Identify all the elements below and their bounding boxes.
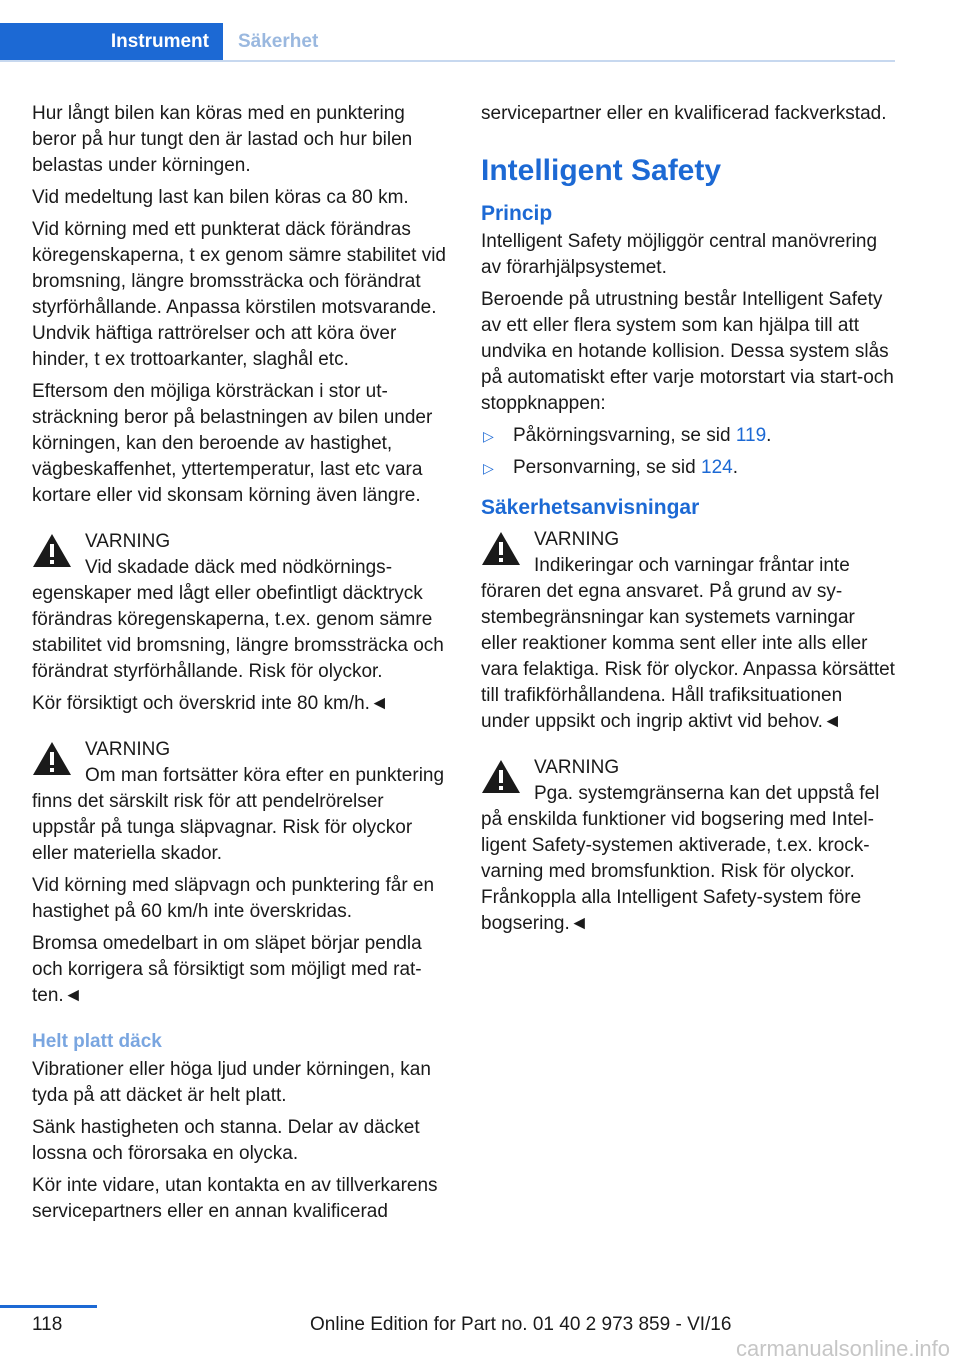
edition-text: Online Edition for Part no. 01 40 2 973 859 - VI/16	[310, 1314, 732, 1335]
warning-text: Vid skadade däck med nödkörningsegenskaper med lågt eller obefintligt däcktryck förändras köregenskaperna, t.ex. genom sämre stabilitet vid bromsning, längre bromssträcka och förändrat styrförhållande. Risk för olyckor.	[32, 557, 444, 682]
triangle-bullet-icon: ▷	[483, 460, 494, 476]
right-column	[481, 101, 896, 943]
paragraph: Vibrationer eller höga ljud under körningen, kan tyda på att däcket är helt platt.	[32, 1059, 431, 1106]
warning-triangle-icon	[32, 533, 72, 568]
bullet-list	[481, 423, 896, 481]
tab-sakerhet-label: Säkerhet	[238, 31, 319, 52]
warning-triangle-icon	[32, 741, 72, 776]
paragraph: Intelligent Safety möjliggör central manövrering av förarhjälpsystemet.	[481, 231, 878, 278]
warning-triangle-icon	[481, 759, 521, 794]
left-column	[32, 101, 450, 1231]
warning-block	[32, 529, 450, 685]
watermark: carmanualsonline.info	[735, 1336, 950, 1361]
page-title: Intelligent Safety	[481, 154, 722, 187]
section-heading: Princip	[481, 202, 553, 225]
section-heading: Helt platt däck	[32, 1031, 162, 1052]
warning-title: VARNING	[85, 739, 171, 760]
paragraph: Vid körning med släpvagn och punktering får en hastighet på 60 km/h inte överskridas.	[32, 875, 435, 922]
paragraph: Hur långt bilen kan köras med en punktering beror på hur tungt den är lastad och hur bilen belastas under körningen.	[32, 103, 413, 176]
page-link[interactable]: 119	[735, 425, 767, 446]
page-link[interactable]: 124	[701, 457, 733, 478]
paragraph: Kör försiktigt och överskrid inte 80 km/h.◄	[32, 693, 389, 714]
paragraph: Vid körning med ett punkterat däck förändras köregenskaperna, t ex genom sämre stabilitet vid bromsning, längre bromssträcka och förändrat styrförhållande. Anpassa körstilen motsvarande. Undvik häftiga rattrörelser och att köra över hinder, t ex trottoarkanter, slaghål etc.	[32, 219, 446, 370]
page-number: 118	[32, 1314, 63, 1335]
triangle-bullet-icon: ▷	[483, 428, 494, 444]
warning-title: VARNING	[534, 757, 620, 778]
paragraph: servicepartner eller en kvalificerad fackverkstad.	[481, 103, 887, 124]
warning-triangle-icon	[481, 531, 521, 566]
section-heading: Säkerhetsanvisningar	[481, 496, 700, 519]
tab-instrument-label: Instrument	[110, 31, 209, 52]
warning-block	[481, 527, 896, 735]
list-item: ▷ Personvarning, se sid 124.	[481, 455, 896, 481]
warning-text: Om man fortsätter köra efter en punktering finns det särskilt risk för att pendelrörelser uppstår på tunga släpvagnar. Risk för olyckor eller materiella skador.	[32, 765, 445, 864]
paragraph: Sänk hastigheten och stanna. Delar av däcket lossna och förorsaka en olycka.	[32, 1117, 420, 1164]
warning-text: Indikeringar och varningar fråntar inte föraren det egna ansvaret. På grund av systembegränsningar kan systemets varningar eller reaktioner komma sent eller inte alls eller vara felaktiga. Risk för olyckor. Anpassa körsättet till trafikförhållandena. Håll trafiksituationen under uppsikt och ingrip aktivt vid behov.◄	[481, 555, 895, 732]
warning-block	[481, 755, 896, 937]
paragraph: Beroende på utrustning består Intelligent Safety av ett eller flera system som kan hjälpa till att undvika en hotande kollision. Dessa system slås på automatiskt efter varje motorstart via start-och stoppknappen:	[481, 289, 894, 414]
header-divider	[0, 60, 895, 62]
list-item: ▷ Påkörningsvarning, se sid 119.	[481, 423, 896, 449]
paragraph: Kör inte vidare, utan kontakta en av tillverkarens servicepartners eller en annan kvalificerad	[32, 1175, 438, 1222]
warning-title: VARNING	[85, 531, 171, 552]
warning-title: VARNING	[534, 529, 620, 550]
warning-block	[32, 737, 450, 867]
paragraph: Eftersom den möjliga körsträckan i stor utsträckning beror på belastningen av bilen under körningen, kan den beroende av hastighet, vägbeskaffenhet, yttertemperatur, last etc vara kortare eller vid skonsam körning även längre.	[32, 381, 433, 506]
footer-rule	[0, 1305, 97, 1308]
tab-sakerhet[interactable]	[223, 23, 895, 61]
paragraph: Bromsa omedelbart in om släpet börjar pendla och korrigera så försiktigt som möjligt med ratten.◄	[32, 933, 422, 1006]
tab-instrument[interactable]	[0, 23, 223, 61]
paragraph: Vid medeltung last kan bilen köras ca 80 km.	[32, 187, 409, 208]
warning-text: Pga. systemgränserna kan det uppstå fel på enskilda funktioner vid bogsering med Intelligent Safety-systemen aktiverade, t.ex. krockvarning med bromsfunktion. Risk för olyckor. Frånkoppla alla Intelligent Safety-system före bogsering.◄	[481, 783, 880, 934]
